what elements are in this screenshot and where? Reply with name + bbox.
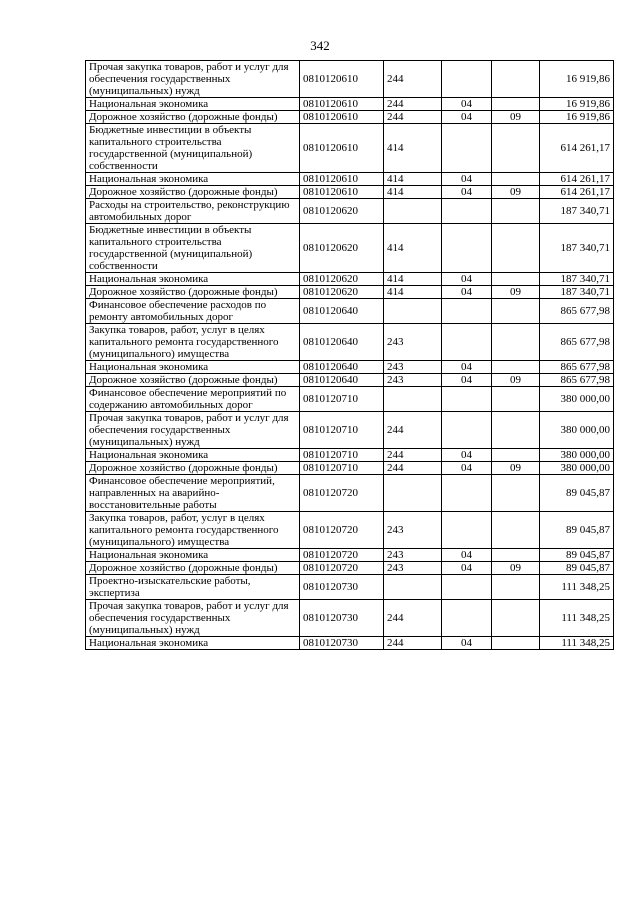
expense-type-cell (384, 199, 442, 224)
subsection-cell: 09 (492, 374, 540, 387)
target-code-cell: 0810120620 (300, 224, 384, 273)
section-cell (442, 299, 492, 324)
amount-cell: 187 340,71 (540, 286, 614, 299)
expense-name-cell: Прочая закупка товаров, работ и услуг для обеспечения государственных (муниципальных) нужд (86, 600, 300, 637)
section-cell: 04 (442, 361, 492, 374)
amount-cell: 89 045,87 (540, 512, 614, 549)
expense-name-cell: Финансовое обеспечение мероприятий, направленных на аварийно-восстановительные работы (86, 475, 300, 512)
target-code-cell: 0810120710 (300, 387, 384, 412)
expense-type-cell (384, 299, 442, 324)
section-cell: 04 (442, 549, 492, 562)
expense-type-cell: 244 (384, 637, 442, 650)
target-code-cell: 0810120730 (300, 637, 384, 650)
section-cell (442, 575, 492, 600)
expense-type-cell: 414 (384, 173, 442, 186)
amount-cell: 865 677,98 (540, 361, 614, 374)
amount-cell: 380 000,00 (540, 387, 614, 412)
expense-type-cell: 244 (384, 600, 442, 637)
table-row (86, 173, 614, 186)
amount-cell: 614 261,17 (540, 124, 614, 173)
section-cell (442, 600, 492, 637)
table-row (86, 374, 614, 387)
subsection-cell: 09 (492, 462, 540, 475)
expense-name-cell: Прочая закупка товаров, работ и услуг для обеспечения государственных (муниципальных) нужд (86, 412, 300, 449)
amount-cell: 16 919,86 (540, 61, 614, 98)
section-cell: 04 (442, 98, 492, 111)
section-cell: 04 (442, 173, 492, 186)
expense-name-cell: Национальная экономика (86, 98, 300, 111)
table-row (86, 111, 614, 124)
expense-name-cell: Дорожное хозяйство (дорожные фонды) (86, 374, 300, 387)
expense-type-cell: 244 (384, 98, 442, 111)
target-code-cell: 0810120730 (300, 575, 384, 600)
subsection-cell (492, 475, 540, 512)
expense-type-cell (384, 387, 442, 412)
expense-name-cell: Дорожное хозяйство (дорожные фонды) (86, 286, 300, 299)
target-code-cell: 0810120610 (300, 124, 384, 173)
expense-name-cell: Расходы на строительство, реконструкцию автомобильных дорог (86, 199, 300, 224)
subsection-cell (492, 449, 540, 462)
table-row (86, 549, 614, 562)
amount-cell: 111 348,25 (540, 637, 614, 650)
amount-cell: 16 919,86 (540, 98, 614, 111)
expense-type-cell (384, 475, 442, 512)
target-code-cell: 0810120730 (300, 600, 384, 637)
section-cell (442, 475, 492, 512)
section-cell: 04 (442, 273, 492, 286)
section-cell: 04 (442, 462, 492, 475)
expense-name-cell: Финансовое обеспечение мероприятий по содержанию автомобильных дорог (86, 387, 300, 412)
expense-type-cell: 243 (384, 549, 442, 562)
budget-table (85, 60, 614, 650)
target-code-cell: 0810120640 (300, 361, 384, 374)
section-cell (442, 512, 492, 549)
target-code-cell: 0810120610 (300, 98, 384, 111)
subsection-cell (492, 575, 540, 600)
section-cell (442, 61, 492, 98)
expense-name-cell: Дорожное хозяйство (дорожные фонды) (86, 562, 300, 575)
expense-type-cell: 243 (384, 361, 442, 374)
amount-cell: 89 045,87 (540, 475, 614, 512)
target-code-cell: 0810120610 (300, 61, 384, 98)
subsection-cell: 09 (492, 111, 540, 124)
amount-cell: 614 261,17 (540, 173, 614, 186)
target-code-cell: 0810120710 (300, 462, 384, 475)
section-cell: 04 (442, 637, 492, 650)
table-row (86, 637, 614, 650)
target-code-cell: 0810120610 (300, 111, 384, 124)
subsection-cell (492, 324, 540, 361)
amount-cell: 187 340,71 (540, 273, 614, 286)
expense-name-cell: Закупка товаров, работ, услуг в целях капитального ремонта государственного (муниципального) имущества (86, 324, 300, 361)
subsection-cell (492, 61, 540, 98)
subsection-cell (492, 387, 540, 412)
target-code-cell: 0810120610 (300, 186, 384, 199)
expense-type-cell: 243 (384, 324, 442, 361)
target-code-cell: 0810120640 (300, 374, 384, 387)
expense-name-cell: Национальная экономика (86, 449, 300, 462)
subsection-cell (492, 199, 540, 224)
expense-name-cell: Бюджетные инвестиции в объекты капитального строительства государственной (муниципальной) собственности (86, 224, 300, 273)
expense-name-cell: Финансовое обеспечение расходов по ремонту автомобильных дорог (86, 299, 300, 324)
subsection-cell (492, 637, 540, 650)
expense-name-cell: Бюджетные инвестиции в объекты капитального строительства государственной (муниципальной) собственности (86, 124, 300, 173)
amount-cell: 111 348,25 (540, 575, 614, 600)
subsection-cell: 09 (492, 286, 540, 299)
section-cell (442, 412, 492, 449)
expense-name-cell: Закупка товаров, работ, услуг в целях капитального ремонта государственного (муниципального) имущества (86, 512, 300, 549)
target-code-cell: 0810120610 (300, 173, 384, 186)
subsection-cell (492, 412, 540, 449)
table-row (86, 412, 614, 449)
amount-cell: 187 340,71 (540, 199, 614, 224)
table-row (86, 462, 614, 475)
table-row (86, 61, 614, 98)
table-row (86, 512, 614, 549)
table-row (86, 186, 614, 199)
subsection-cell (492, 549, 540, 562)
section-cell (442, 387, 492, 412)
expense-name-cell: Национальная экономика (86, 173, 300, 186)
expense-name-cell: Проектно-изыскательские работы, экспертиза (86, 575, 300, 600)
expense-type-cell: 244 (384, 412, 442, 449)
expense-name-cell: Национальная экономика (86, 637, 300, 650)
target-code-cell: 0810120720 (300, 475, 384, 512)
table-row (86, 449, 614, 462)
table-row (86, 224, 614, 273)
target-code-cell: 0810120720 (300, 512, 384, 549)
table-row (86, 475, 614, 512)
section-cell (442, 324, 492, 361)
table-row (86, 361, 614, 374)
target-code-cell: 0810120620 (300, 199, 384, 224)
expense-type-cell: 244 (384, 462, 442, 475)
amount-cell: 111 348,25 (540, 600, 614, 637)
subsection-cell (492, 512, 540, 549)
subsection-cell (492, 273, 540, 286)
subsection-cell (492, 299, 540, 324)
expense-type-cell: 244 (384, 449, 442, 462)
table-row (86, 575, 614, 600)
target-code-cell: 0810120620 (300, 273, 384, 286)
subsection-cell (492, 361, 540, 374)
amount-cell: 614 261,17 (540, 186, 614, 199)
subsection-cell (492, 173, 540, 186)
section-cell: 04 (442, 374, 492, 387)
expense-type-cell: 414 (384, 224, 442, 273)
table-row (86, 299, 614, 324)
subsection-cell (492, 124, 540, 173)
subsection-cell (492, 224, 540, 273)
amount-cell: 865 677,98 (540, 324, 614, 361)
table-row (86, 286, 614, 299)
section-cell (442, 224, 492, 273)
section-cell: 04 (442, 286, 492, 299)
expense-name-cell: Прочая закупка товаров, работ и услуг для обеспечения государственных (муниципальных) нужд (86, 61, 300, 98)
table-row (86, 600, 614, 637)
table-row (86, 98, 614, 111)
amount-cell: 89 045,87 (540, 549, 614, 562)
expense-name-cell: Национальная экономика (86, 549, 300, 562)
target-code-cell: 0810120640 (300, 324, 384, 361)
table-row (86, 273, 614, 286)
table-row (86, 124, 614, 173)
amount-cell: 187 340,71 (540, 224, 614, 273)
table-body (86, 61, 614, 650)
target-code-cell: 0810120710 (300, 412, 384, 449)
expense-type-cell: 414 (384, 286, 442, 299)
target-code-cell: 0810120710 (300, 449, 384, 462)
expense-type-cell: 243 (384, 374, 442, 387)
section-cell: 04 (442, 562, 492, 575)
section-cell: 04 (442, 449, 492, 462)
target-code-cell: 0810120640 (300, 299, 384, 324)
section-cell: 04 (442, 186, 492, 199)
expense-type-cell: 414 (384, 273, 442, 286)
expense-type-cell: 414 (384, 124, 442, 173)
expense-type-cell: 243 (384, 512, 442, 549)
expense-name-cell: Дорожное хозяйство (дорожные фонды) (86, 462, 300, 475)
amount-cell: 865 677,98 (540, 374, 614, 387)
section-cell (442, 124, 492, 173)
expense-type-cell (384, 575, 442, 600)
target-code-cell: 0810120620 (300, 286, 384, 299)
expense-name-cell: Национальная экономика (86, 273, 300, 286)
expense-type-cell: 244 (384, 111, 442, 124)
page-number: 342 (310, 38, 330, 53)
expense-name-cell: Дорожное хозяйство (дорожные фонды) (86, 186, 300, 199)
amount-cell: 380 000,00 (540, 412, 614, 449)
amount-cell: 16 919,86 (540, 111, 614, 124)
subsection-cell: 09 (492, 562, 540, 575)
table-row (86, 562, 614, 575)
subsection-cell: 09 (492, 186, 540, 199)
expense-type-cell: 414 (384, 186, 442, 199)
subsection-cell (492, 98, 540, 111)
table-row (86, 199, 614, 224)
table-row (86, 387, 614, 412)
expense-type-cell: 243 (384, 562, 442, 575)
table-row (86, 324, 614, 361)
section-cell (442, 199, 492, 224)
subsection-cell (492, 600, 540, 637)
amount-cell: 89 045,87 (540, 562, 614, 575)
target-code-cell: 0810120720 (300, 549, 384, 562)
amount-cell: 865 677,98 (540, 299, 614, 324)
amount-cell: 380 000,00 (540, 462, 614, 475)
expense-name-cell: Национальная экономика (86, 361, 300, 374)
expense-type-cell: 244 (384, 61, 442, 98)
target-code-cell: 0810120720 (300, 562, 384, 575)
section-cell: 04 (442, 111, 492, 124)
amount-cell: 380 000,00 (540, 449, 614, 462)
expense-name-cell: Дорожное хозяйство (дорожные фонды) (86, 111, 300, 124)
